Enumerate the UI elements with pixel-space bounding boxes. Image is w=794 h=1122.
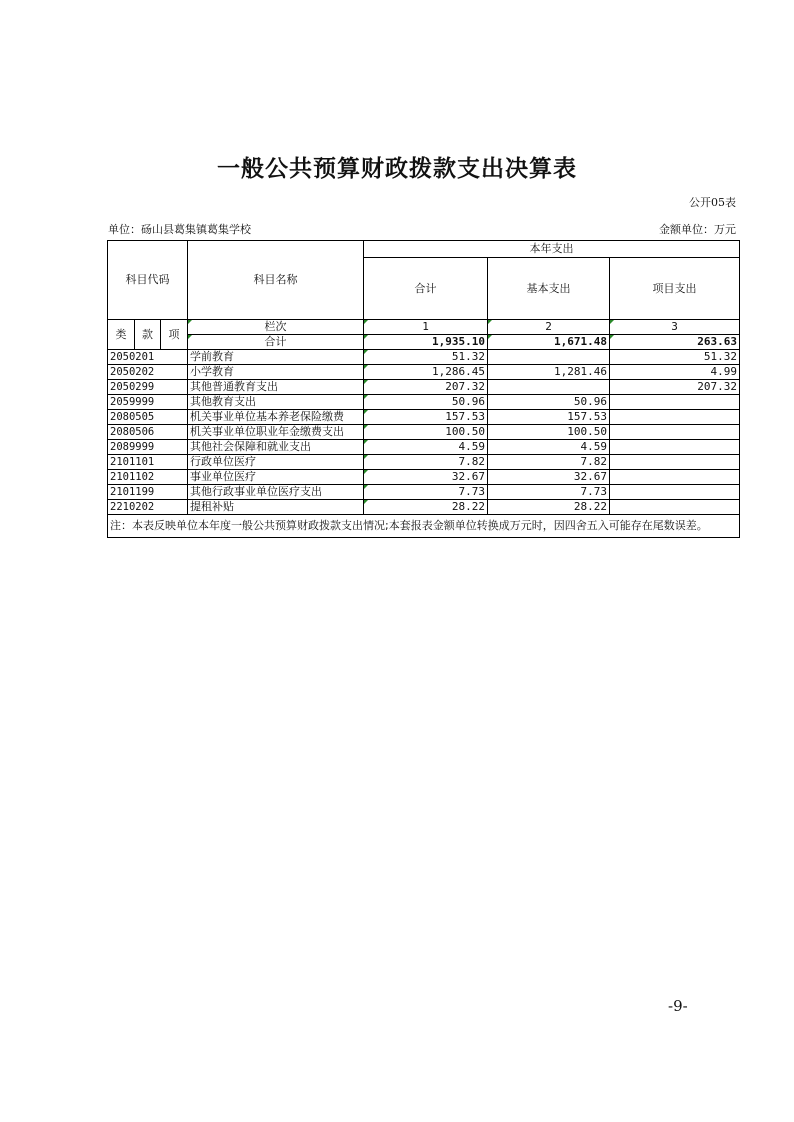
row-project — [610, 410, 740, 425]
row-name: 其他行政事业单位医疗支出 — [188, 485, 364, 500]
column-index-3: 3 — [610, 320, 740, 335]
row-code: 2101199 — [108, 485, 188, 500]
row-code: 2210202 — [108, 500, 188, 515]
row-basic — [488, 350, 610, 365]
table-number: 公开05表 — [689, 196, 736, 209]
row-project — [610, 470, 740, 485]
table-row — [108, 350, 740, 365]
column-index-2: 2 — [488, 320, 610, 335]
row-total: 100.50 — [364, 425, 488, 440]
header-current-year-expenditure: 本年支出 — [364, 241, 740, 258]
row-project — [610, 455, 740, 470]
row-basic: 7.73 — [488, 485, 610, 500]
header-lei: 类 — [108, 320, 135, 350]
row-total: 207.32 — [364, 380, 488, 395]
row-basic: 4.59 — [488, 440, 610, 455]
table-row — [108, 500, 740, 515]
table-footnote: 注：本表反映单位本年度一般公共预算财政拨款支出情况;本套报表金额单位转换成万元时，因四舍五入可能存在尾数误差。 — [108, 515, 740, 538]
row-basic: 32.67 — [488, 470, 610, 485]
row-project: 4.99 — [610, 365, 740, 380]
row-basic — [488, 380, 610, 395]
table-row — [108, 485, 740, 500]
row-code: 2080505 — [108, 410, 188, 425]
row-total: 32.67 — [364, 470, 488, 485]
sum-project: 263.63 — [610, 335, 740, 350]
row-name: 其他教育支出 — [188, 395, 364, 410]
row-code: 2101102 — [108, 470, 188, 485]
header-project-expenditure: 项目支出 — [610, 258, 740, 320]
table-row — [108, 470, 740, 485]
row-name: 机关事业单位职业年金缴费支出 — [188, 425, 364, 440]
row-code: 2080506 — [108, 425, 188, 440]
row-basic: 7.82 — [488, 455, 610, 470]
table-row — [108, 380, 740, 395]
row-total: 50.96 — [364, 395, 488, 410]
expenditure-table — [107, 240, 740, 538]
sum-total: 1,935.10 — [364, 335, 488, 350]
header-subject-name: 科目名称 — [188, 241, 364, 320]
row-name: 学前教育 — [188, 350, 364, 365]
row-name: 小学教育 — [188, 365, 364, 380]
column-index-1: 1 — [364, 320, 488, 335]
table-row — [108, 395, 740, 410]
header-basic-expenditure: 基本支出 — [488, 258, 610, 320]
sum-basic: 1,671.48 — [488, 335, 610, 350]
header-total: 合计 — [364, 258, 488, 320]
row-basic: 100.50 — [488, 425, 610, 440]
row-basic: 1,281.46 — [488, 365, 610, 380]
row-name: 其他普通教育支出 — [188, 380, 364, 395]
row-code: 2089999 — [108, 440, 188, 455]
row-total: 4.59 — [364, 440, 488, 455]
table-row — [108, 365, 740, 380]
row-total: 7.73 — [364, 485, 488, 500]
row-project: 51.32 — [610, 350, 740, 365]
row-name: 行政单位医疗 — [188, 455, 364, 470]
row-code: 2101101 — [108, 455, 188, 470]
row-basic: 157.53 — [488, 410, 610, 425]
row-code: 2050202 — [108, 365, 188, 380]
header-subject-code: 科目代码 — [108, 241, 188, 320]
row-project — [610, 395, 740, 410]
row-total: 157.53 — [364, 410, 488, 425]
row-total: 28.22 — [364, 500, 488, 515]
row-total: 51.32 — [364, 350, 488, 365]
table-row — [108, 440, 740, 455]
header-kuan: 款 — [135, 320, 161, 350]
row-basic: 28.22 — [488, 500, 610, 515]
row-code: 2059999 — [108, 395, 188, 410]
header-xiang: 项 — [161, 320, 188, 350]
row-project — [610, 440, 740, 455]
page-number: -9- — [668, 997, 688, 1015]
row-name: 其他社会保障和就业支出 — [188, 440, 364, 455]
row-project — [610, 500, 740, 515]
table-row — [108, 455, 740, 470]
amount-unit: 金额单位：万元 — [659, 223, 736, 236]
page-title: 一般公共预算财政拨款支出决算表 — [217, 156, 577, 182]
row-project — [610, 485, 740, 500]
row-name: 事业单位医疗 — [188, 470, 364, 485]
table-row — [108, 425, 740, 440]
column-index-label: 栏次 — [188, 320, 364, 335]
row-basic: 50.96 — [488, 395, 610, 410]
sum-label: 合计 — [188, 335, 364, 350]
row-project: 207.32 — [610, 380, 740, 395]
row-project — [610, 425, 740, 440]
row-code: 2050299 — [108, 380, 188, 395]
row-name: 机关事业单位基本养老保险缴费 — [188, 410, 364, 425]
table-row — [108, 410, 740, 425]
row-code: 2050201 — [108, 350, 188, 365]
row-total: 7.82 — [364, 455, 488, 470]
reporting-unit: 单位：砀山县葛集镇葛集学校 — [108, 223, 251, 236]
row-name: 提租补贴 — [188, 500, 364, 515]
row-total: 1,286.45 — [364, 365, 488, 380]
